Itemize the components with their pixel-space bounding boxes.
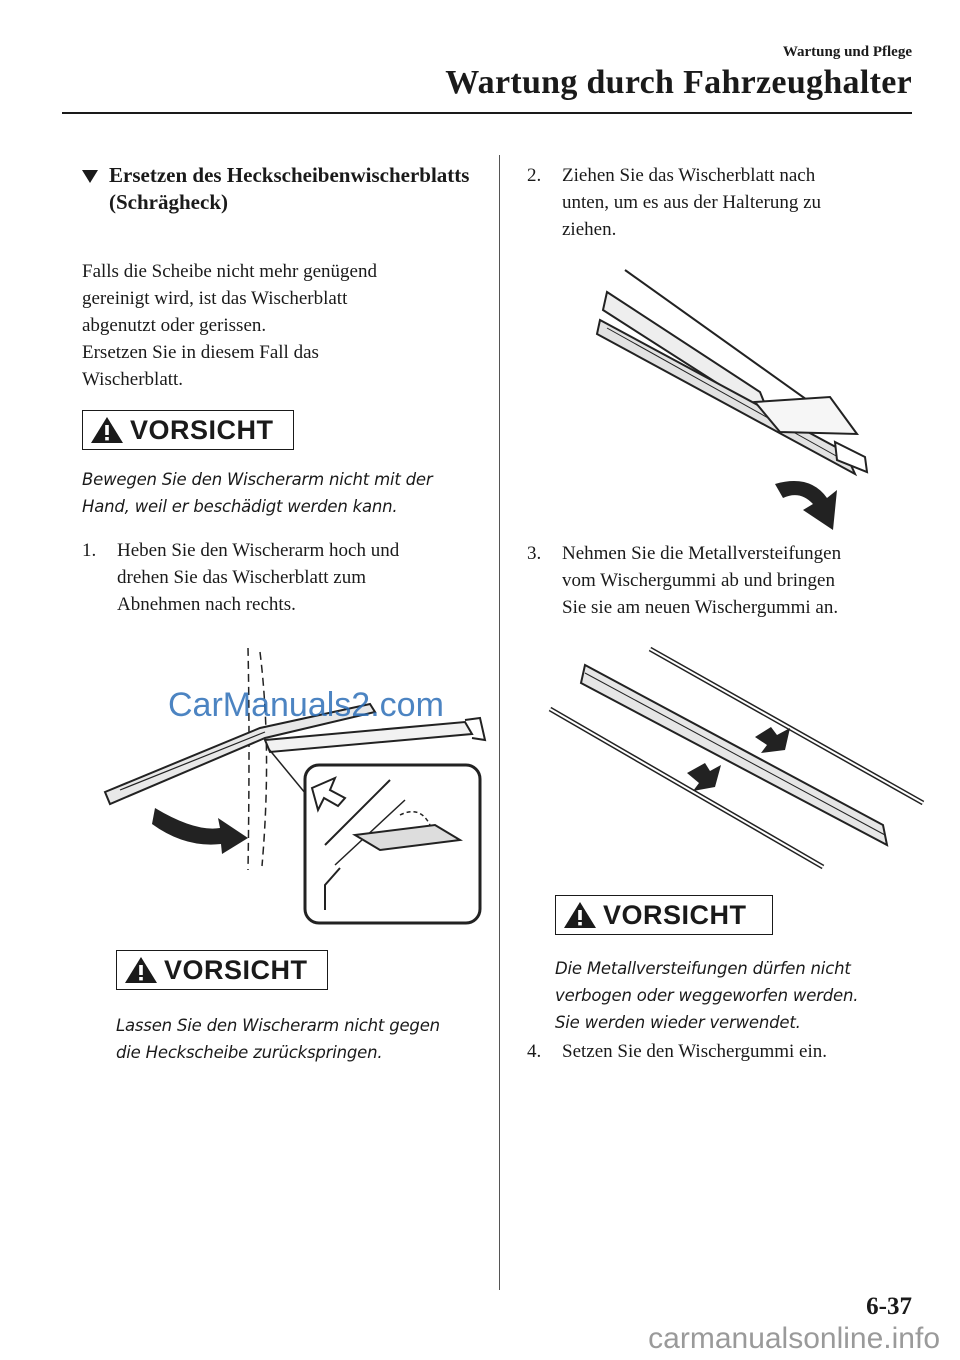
carmanuals-watermark: CarManuals2.com <box>168 686 444 724</box>
step-line: unten, um es aus der Halterung zu <box>562 192 822 213</box>
section-label: Wartung und Pflege <box>782 44 912 60</box>
figure-wiper-removal <box>100 640 490 930</box>
intro-line: Falls die Scheibe nicht mehr genügend <box>82 261 377 282</box>
triangle-down-icon <box>82 170 98 183</box>
step-number: 4. <box>527 1041 542 1062</box>
step-line: Ziehen Sie das Wischerblatt nach <box>562 165 816 186</box>
caution-text <box>555 955 858 1036</box>
intro-paragraph <box>82 258 377 393</box>
column-divider <box>499 155 500 1290</box>
caution-line: Lassen Sie den Wischerarm nicht gegen <box>116 1016 440 1035</box>
step-line: drehen Sie das Wischerblatt zum <box>117 567 366 588</box>
caution-label: VORSICHT <box>164 954 308 985</box>
caution-box <box>555 895 773 935</box>
step-2 <box>527 162 821 243</box>
intro-line: abgenutzt oder gerissen. <box>82 315 267 336</box>
caution-line: verbogen oder weggeworfen werden. <box>555 986 859 1005</box>
step-3 <box>527 540 841 621</box>
caution-text <box>116 1012 440 1066</box>
caution-line: die Heckscheibe zurückspringen. <box>116 1043 383 1062</box>
caution-text <box>82 466 432 520</box>
figure-stiffeners <box>545 645 930 875</box>
figure-blade-pull <box>595 262 895 537</box>
caution-line: Die Metallversteifungen dürfen nicht <box>555 959 851 978</box>
intro-line: Wischerblatt. <box>82 369 184 390</box>
step-number: 2. <box>527 165 542 186</box>
caution-box <box>82 410 294 450</box>
step-line: Heben Sie den Wischerarm hoch und <box>117 540 400 561</box>
warning-icon <box>563 901 597 929</box>
page-number: 6-37 <box>866 1293 912 1320</box>
intro-line: Ersetzen Sie in diesem Fall das <box>82 342 319 363</box>
step-1 <box>82 537 399 618</box>
step-line: Nehmen Sie die Metallversteifungen <box>562 543 842 564</box>
step-number: 1. <box>82 540 97 561</box>
step-line: ziehen. <box>562 219 617 240</box>
caution-label: VORSICHT <box>603 899 747 930</box>
step-line: Setzen Sie den Wischergummi ein. <box>562 1041 828 1062</box>
section-heading-text: Ersetzen des Heckscheibenwischerblatts (Schrägheck) <box>109 163 470 214</box>
site-watermark: carmanualsonline.info <box>648 1322 940 1355</box>
step-line: Sie sie am neuen Wischergummi an. <box>562 597 839 618</box>
caution-box <box>116 950 328 990</box>
caution-line: Bewegen Sie den Wischerarm nicht mit der <box>82 470 433 489</box>
step-number: 3. <box>527 543 542 564</box>
page-title: Wartung durch Fahrzeughalter <box>445 64 912 101</box>
step-4 <box>527 1038 827 1065</box>
caution-label: VORSICHT <box>130 414 274 445</box>
warning-icon <box>124 956 158 984</box>
step-line: Abnehmen nach rechts. <box>117 594 296 615</box>
step-line: vom Wischergummi ab und bringen <box>562 570 835 591</box>
caution-line: Hand, weil er beschädigt werden kann. <box>82 497 398 516</box>
intro-line: gereinigt wird, ist das Wischerblatt <box>82 288 348 309</box>
section-heading <box>82 162 482 216</box>
warning-icon <box>90 416 124 444</box>
header-divider <box>62 112 912 114</box>
caution-line: Sie werden wieder verwendet. <box>555 1013 801 1032</box>
